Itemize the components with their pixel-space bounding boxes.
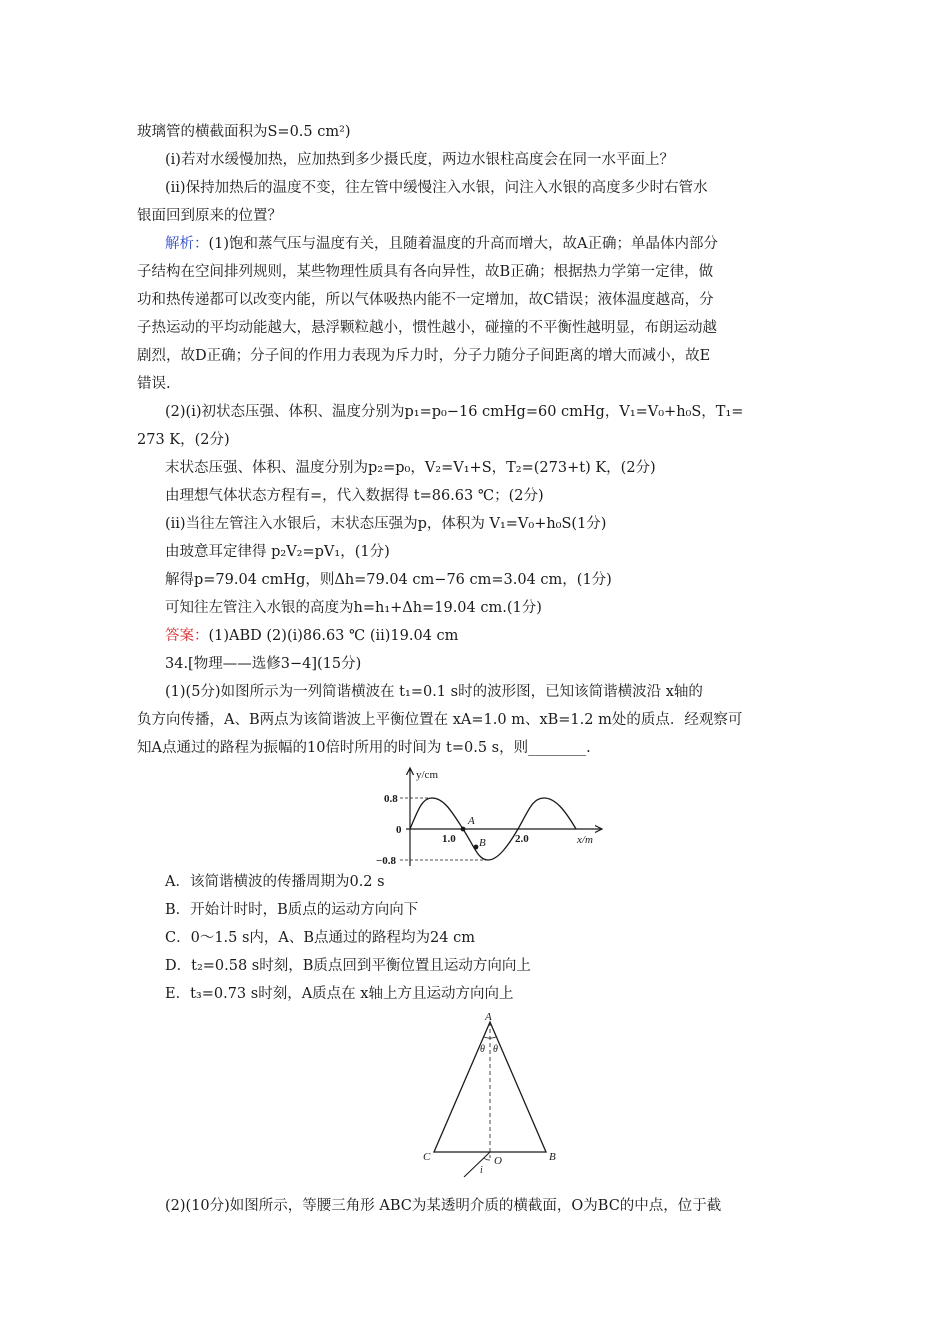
y-tick-zero: 0	[396, 824, 402, 836]
analysis-line-3: 功和热传递都可以改变内能，所以气体吸热内能不一定增加，故C错误；液体温度越高，分	[137, 292, 714, 308]
analysis-line-4: 子热运动的平均动能越大，悬浮颗粒越小，惯性越小，碰撞的不平衡性越明显，布朗运动越	[137, 320, 717, 336]
solution-line-5: (ⅱ)当往左管注入水银后，末状态压强为p，体积为 V₁=V₀+h₀S(1分)	[165, 516, 607, 532]
angle-left-label: θ	[480, 1044, 485, 1055]
analysis-label: 解析：	[165, 236, 209, 252]
analysis-line-5: 剧烈，故D正确；分子间的作用力表现为斥力时，分子力随分子间距离的增大而减小，故E	[137, 348, 711, 364]
incidence-label: i	[480, 1165, 483, 1176]
analysis-line-6: 错误.	[137, 376, 171, 392]
option-e: E．t₃=0.73 s时刻，A质点在 x轴上方且运动方向向上	[165, 986, 514, 1002]
solution-line-1: (2)(ⅰ)初状态压强、体积、温度分别为p₁=p₀−16 cmHg=60 cmHg，V₁=V₀+h₀S，T₁=	[165, 404, 744, 420]
incidence-arc	[484, 1158, 490, 1160]
answer-label: 答案：	[165, 628, 209, 644]
problem-line-2: 负方向传播，A、B两点为该简谐波上平衡位置在 xA=1.0 m、xB=1.2 m处的质点．经观察可	[137, 712, 743, 728]
question-ii-cont: 银面回到原来的位置？	[137, 208, 282, 224]
solution-line-3: 末状态压强、体积、温度分别为p₂=p₀，V₂=V₁+S，T₂=(273+t) K，(2分)	[165, 460, 656, 476]
answer-text: (1)ABD (2)(ⅰ)86.63 ℃ (ⅱ)19.04 cm	[208, 628, 459, 644]
vertex-b-label: B	[549, 1151, 556, 1163]
section-heading: 34.[物理——选修3−4](15分)	[165, 656, 362, 672]
angle-right-label: θ	[493, 1044, 498, 1055]
point-b-dot	[474, 845, 479, 850]
problem-line-1: (1)(5分)如图所示为一列简谐横波在 t₁=0.1 s时的波形图，已知该简谐横波沿 x轴的	[165, 684, 703, 700]
text-line-1: 玻璃管的横截面积为S=0.5 cm²)	[137, 124, 351, 140]
wave-figure	[370, 760, 610, 875]
solution-line-2: 273 K，(2分)	[137, 432, 230, 448]
problem-line-3: 知A点通过的路程为振幅的10倍时所用的时间为 t=0.5 s，则________.	[137, 740, 591, 756]
option-c: C．0～1.5 s内，A、B点通过的路程均为24 cm	[165, 930, 475, 946]
analysis-line-2: 子结构在空间排列规则，某些物理性质具有各向异性，故B正确；根据热力学第一定律，做	[137, 264, 714, 280]
question-ii: (ⅱ)保持加热后的温度不变，往左管中缓慢注入水银，问注入水银的高度多少时右管水	[165, 180, 708, 196]
y-tick-bottom: −0.8	[376, 855, 397, 867]
answer-line	[165, 626, 458, 646]
option-b: B．开始计时时，B质点的运动方向向下	[165, 902, 419, 918]
point-b-label: B	[479, 837, 486, 849]
prism-figure	[420, 1010, 570, 1190]
point-a-label: A	[468, 815, 475, 827]
center-o-label: O	[494, 1155, 502, 1167]
x-tick-1: 1.0	[442, 833, 456, 845]
problem-2-line-1: (2)(10分)如图所示，等腰三角形 ABC为某透明介质的横截面，O为BC的中点，位于截	[165, 1198, 722, 1214]
solution-line-8: 可知往左管注入水银的高度为h=h₁+Δh=19.04 cm.(1分)	[165, 600, 542, 616]
option-d: D．t₂=0.58 s时刻，B质点回到平衡位置且运动方向向上	[165, 958, 531, 974]
question-i: (ⅰ)若对水缓慢加热，应加热到多少摄氏度，两边水银柱高度会在同一水平面上？	[165, 152, 674, 168]
solution-line-7: 解得p=79.04 cmHg，则Δh=79.04 cm−76 cm=3.04 cm，(1分)	[165, 572, 612, 588]
y-axis-label: y/cm	[416, 769, 438, 781]
solution-line-6: 由玻意耳定律得 p₂V₂=pV₁，(1分)	[165, 544, 390, 560]
x-tick-2: 2.0	[515, 833, 529, 845]
point-a-dot	[461, 827, 466, 832]
y-tick-top: 0.8	[384, 793, 398, 805]
option-a: A．该简谐横波的传播周期为0.2 s	[165, 874, 385, 890]
vertex-c-label: C	[423, 1151, 431, 1163]
analysis-line-1	[165, 234, 718, 254]
vertex-a-label: A	[485, 1011, 492, 1023]
analysis-text-1: (1)饱和蒸气压与温度有关，且随着温度的升高而增大，故A正确；单晶体内部分	[208, 236, 719, 252]
solution-line-4: 由理想气体状态方程有=，代入数据得 t=86.63 ℃；(2分)	[165, 488, 544, 504]
incident-ray	[464, 1152, 490, 1177]
x-axis-label: x/m	[577, 834, 593, 846]
